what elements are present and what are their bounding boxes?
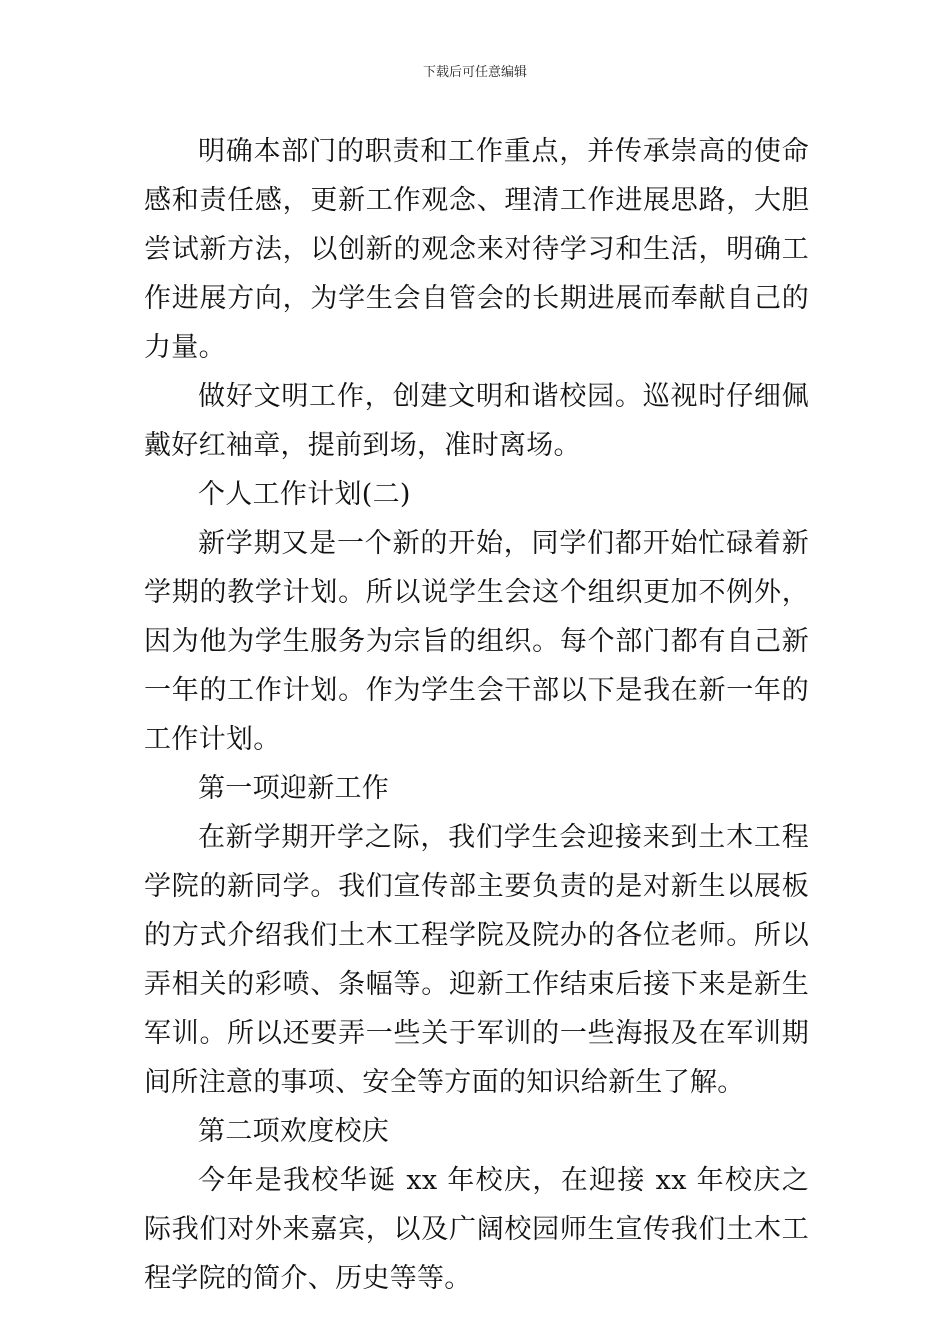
section-heading-item-one: 第一项迎新工作	[198, 773, 390, 804]
paragraph-new-semester: 新学期又是一个新的开始，同学们都开始忙碌着新学期的教学计划。所以说学生会这个组织更加不例外，因为他为学生服务为宗旨的组织。每个部门都有自己新一年的工作计划。作为学生会干部以下是我在新一年的工作计划。	[144, 528, 809, 755]
paragraph-department-duties: 明确本部门的职责和工作重点，并传承崇高的使命感和责任感，更新工作观念、理清工作进展思路，大胆尝试新方法，以创新的观念来对待学习和生活，明确工作进展方向，为学生会自管会的长期进展而奉献自己的力量。	[144, 136, 809, 363]
document-body	[144, 127, 809, 1303]
section-heading-plan-two: 个人工作计划(二)	[198, 479, 411, 510]
section-heading-item-two: 第二项欢度校庆	[198, 1116, 390, 1147]
paragraph-anniversary: 今年是我校华诞 xx 年校庆，在迎接 xx 年校庆之际我们对外来嘉宾，以及广阔校园师生宣传我们土木工程学院的简介、历史等等。	[144, 1165, 809, 1294]
page-header: 下载后可任意编辑	[422, 65, 527, 80]
paragraph-civilized-campus: 做好文明工作，创建文明和谐校园。巡视时仔细佩戴好红袖章，提前到场，准时离场。	[144, 381, 809, 461]
paragraph-welcome-freshmen: 在新学期开学之际，我们学生会迎接来到土木工程学院的新同学。我们宣传部主要负责的是对新生以展板的方式介绍我们土木工程学院及院办的各位老师。所以弄相关的彩喷、条幅等。迎新工作结束后接下来是新生军训。所以还要弄一些关于军训的一些海报及在军训期间所注意的事项、安全等方面的知识给新生了解。	[144, 822, 809, 1098]
